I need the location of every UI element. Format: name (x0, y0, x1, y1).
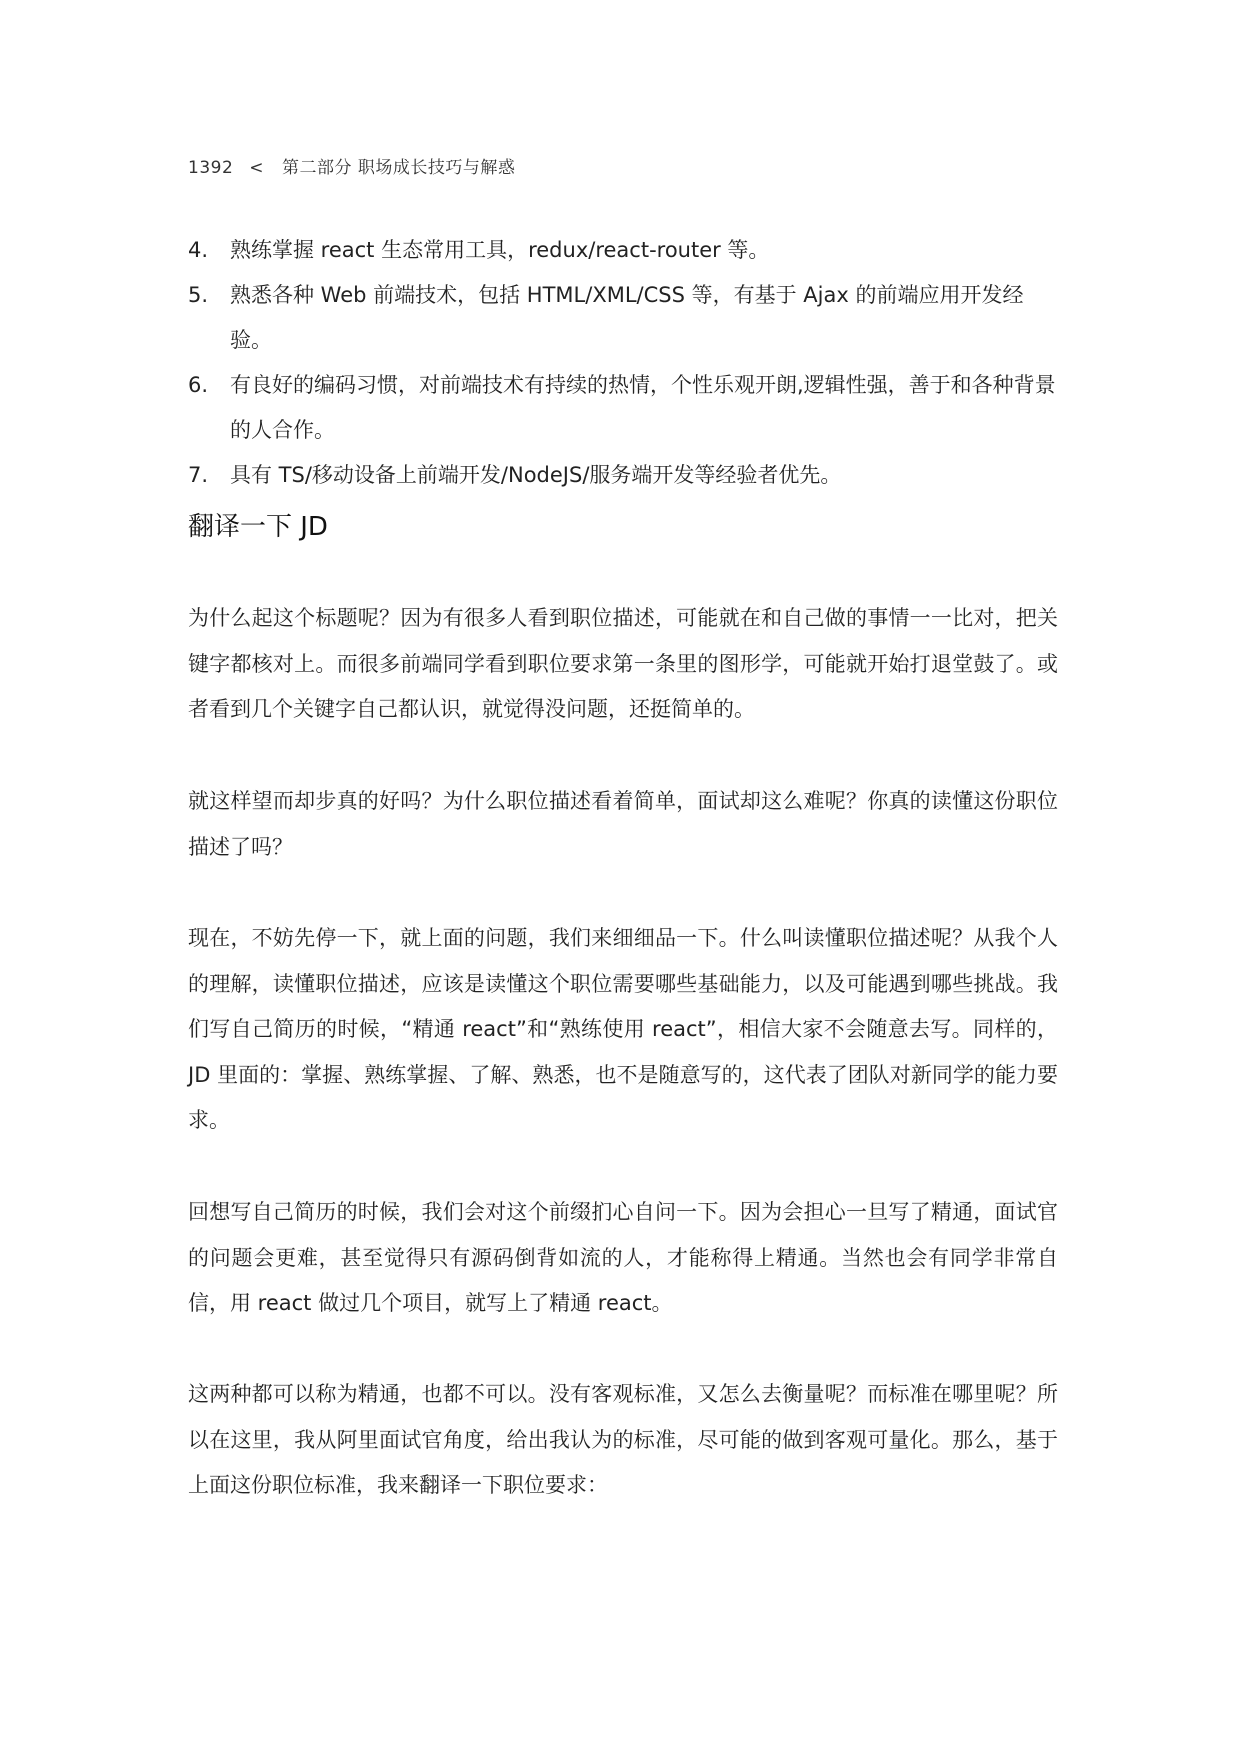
list-item (188, 228, 1058, 273)
body-paragraph: 现在，不妨先停一下，就上面的问题，我们来细细品一下。什么叫读懂职位描述呢？从我个人的理解，读懂职位描述，应该是读懂这个职位需要哪些基础能力，以及可能遇到哪些挑战。我们写自己简历的时候，“精通 react”和“熟练使用 react”，相信大家不会随意去写。同样的，JD 里面的：掌握、熟练掌握、了解、熟悉，也不是随意写的，这代表了团队对新同学的能力要求。 (188, 926, 1058, 1132)
body-paragraph: 这两种都可以称为精通，也都不可以。没有客观标准，又怎么去衡量呢？而标准在哪里呢？所以在这里，我从阿里面试官角度，给出我认为的标准，尽可能的做到客观可量化。那么，基于上面这份职位标准，我来翻译一下职位要求： (188, 1382, 1058, 1497)
list-item-number: 6. (188, 373, 209, 397)
list-item-number: 4. (188, 238, 209, 262)
list-item (188, 273, 1058, 363)
page-number: 1392 (188, 158, 234, 178)
body-paragraph: 回想写自己简历的时候，我们会对这个前缀扪心自问一下。因为会担心一旦写了精通，面试官的问题会更难，甚至觉得只有源码倒背如流的人，才能称得上精通。当然也会有同学非常自信，用 react 做过几个项目，就写上了精通 react。 (188, 1200, 1058, 1315)
list-item (188, 453, 1058, 498)
body-paragraph: 为什么起这个标题呢？因为有很多人看到职位描述，可能就在和自己做的事情一一比对，把关键字都核对上。而很多前端同学看到职位要求第一条里的图形学，可能就开始打退堂鼓了。或者看到几个关键字自己都认识，就觉得没问题，还挺简单的。 (188, 606, 1058, 721)
list-item (188, 363, 1058, 453)
part-title: 第二部分 职场成长技巧与解惑 (282, 158, 516, 178)
list-item-text: 熟悉各种 Web 前端技术，包括 HTML/XML/CSS 等，有基于 Ajax 的前端应用开发经验。 (230, 283, 1024, 352)
list-item-number: 5. (188, 283, 209, 307)
section-heading: 翻译一下 JD (188, 512, 328, 542)
list-item-number: 7. (188, 463, 209, 487)
header-separator: < (249, 158, 265, 178)
body-paragraph: 就这样望而却步真的好吗？为什么职位描述看着简单，面试却这么难呢？你真的读懂这份职位描述了吗？ (188, 789, 1058, 859)
list-item-text: 具有 TS/移动设备上前端开发/NodeJS/服务端开发等经验者优先。 (230, 463, 842, 487)
running-header (188, 153, 515, 178)
list-item-text: 有良好的编码习惯，对前端技术有持续的热情，个性乐观开朗,逻辑性强，善于和各种背景的人合作。 (230, 373, 1056, 442)
list-item-text: 熟练掌握 react 生态常用工具，redux/react-router 等。 (230, 238, 770, 262)
requirements-list (188, 228, 1058, 498)
